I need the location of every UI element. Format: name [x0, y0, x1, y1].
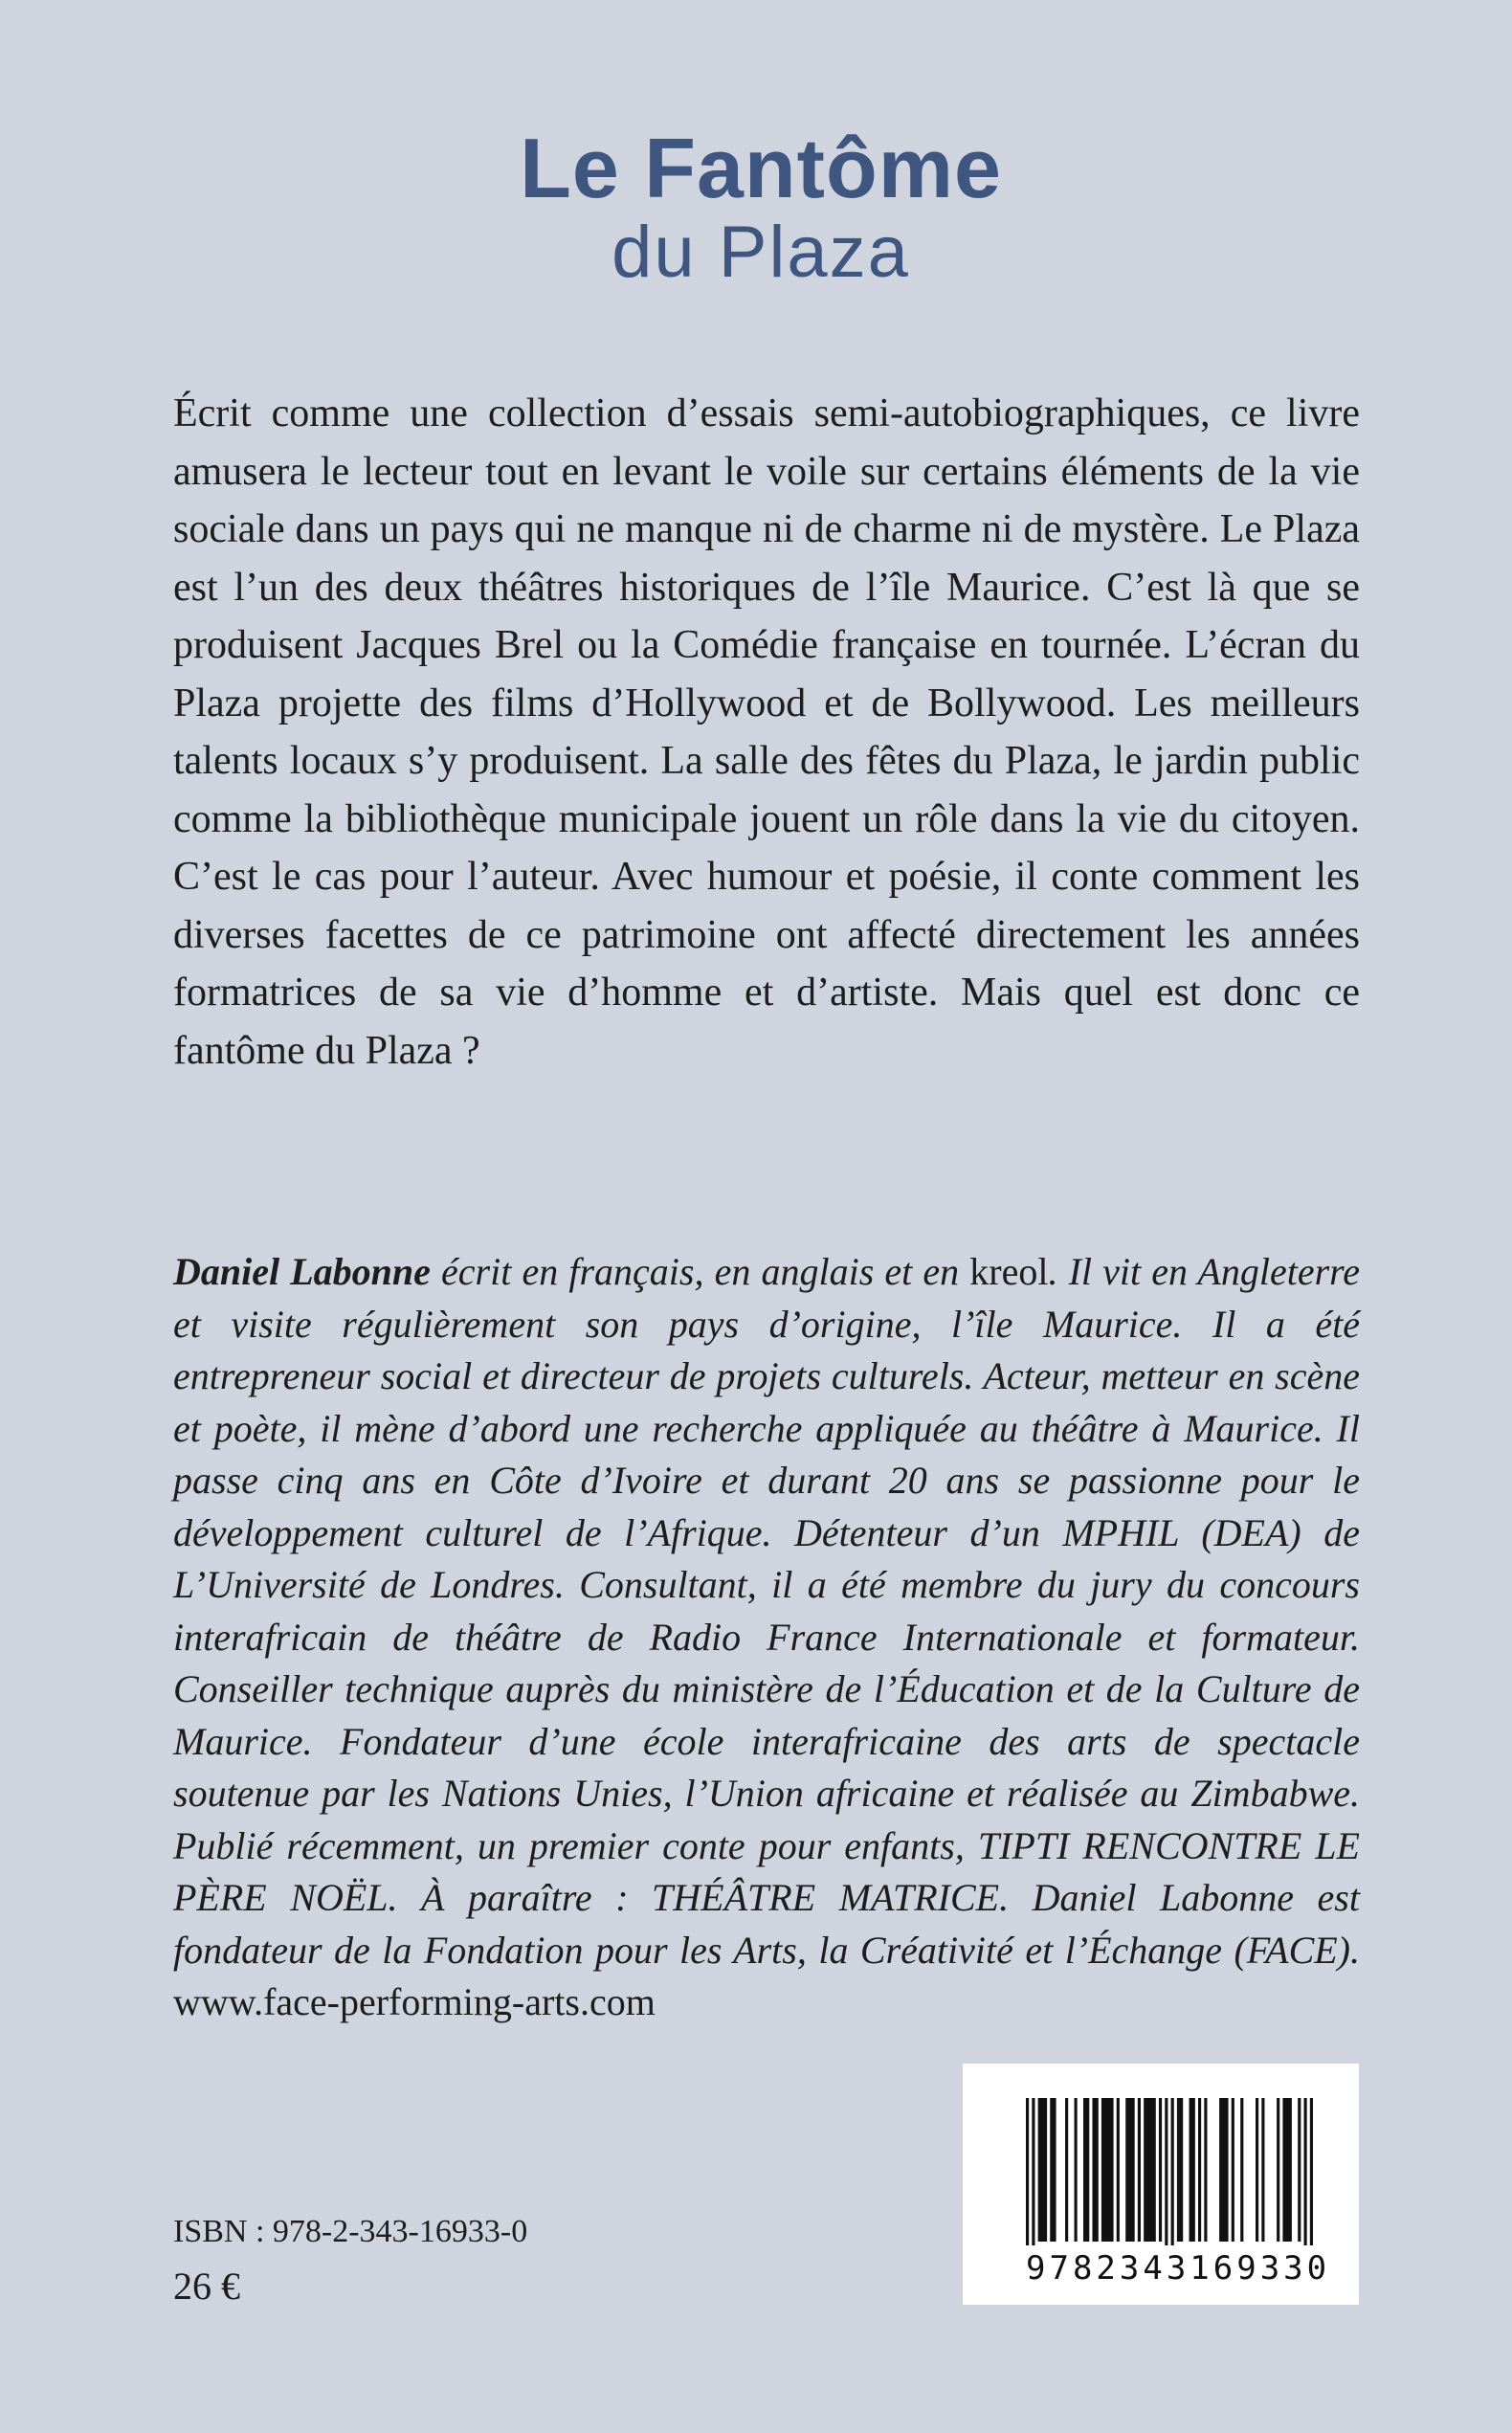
author-website: www.face-performing-arts.com [173, 1980, 656, 2023]
isbn-label: ISBN : 978-2-343-16933-0 [173, 2214, 528, 2249]
barcode-bar [1240, 2098, 1243, 2242]
barcode-bar [1138, 2098, 1141, 2242]
barcode-bar [1144, 2098, 1156, 2242]
book-title: Le Fantôme [520, 121, 1002, 215]
barcode-bar [1232, 2098, 1234, 2242]
barcode-bar [1171, 2098, 1174, 2245]
barcode-bar [1092, 2098, 1098, 2242]
barcode-bar [1261, 2098, 1264, 2242]
barcode-bar [1159, 2098, 1162, 2242]
barcode-bar [1026, 2098, 1029, 2245]
barcode-bar [1032, 2098, 1034, 2245]
barcode-bar [1282, 2098, 1291, 2242]
title-block [0, 121, 1512, 294]
barcode-bar [1177, 2098, 1183, 2242]
barcode-bar [1204, 2098, 1207, 2242]
barcode-bar [1304, 2098, 1307, 2245]
barcode-icon [1026, 2098, 1313, 2245]
barcode-bar [1298, 2098, 1301, 2242]
barcode-bar [1101, 2098, 1114, 2242]
summary-paragraph: Écrit comme une collection d’essais semi-autobiographiques, ce livre amusera le lecteur tout en levant le voile sur certains éléments de la vie sociale dans un pays qui ne manque ni de charme ni de mystère. Le Plaza est l’un des deux théâtres historiques de l’île Maurice. C’est là que se produisent Jacques Brel ou la Comédie française en tournée. L’écran du Plaza projette des films d’Hollywood et de Bollywood. Les meilleurs talents locaux s’y produisent. La salle des fêtes du Plaza, le jardin public comme la bibliothèque municipale jouent un rôle dans la vie du citoyen. C’est le cas pour l’auteur. Avec humour et poésie, il conte comment les diverses facettes de ce patrimoine ont affecté directement les années formatrices de sa vie d’homme et d’artiste. Mais quel est donc ce fantôme du Plaza ? [173, 391, 1360, 1073]
barcode-bar [1310, 2098, 1313, 2245]
barcode-box [963, 2064, 1359, 2305]
barcode-bar [1117, 2098, 1120, 2242]
barcode-bar [1038, 2098, 1047, 2242]
barcode-bar [1083, 2098, 1089, 2242]
barcode-bar [1198, 2098, 1201, 2242]
barcode-bar [1075, 2098, 1078, 2242]
barcode-bar [1219, 2098, 1228, 2242]
barcode-bar [1125, 2098, 1134, 2242]
barcode-bar [1065, 2098, 1068, 2242]
bio-text-part2: . Il vit en Angleterre et visite régulièrement son pays d’origine, l’île Maurice. Il a été entrepreneur social et directeur de projets culturels. Acteur, metteur en scène et poète, il mène d’abord une recherche appliquée au théâtre à Maurice. Il passe cinq ans en Côte d’Ivoire et durant 20 ans se passionne pour le développement culturel de l’Afrique. Détenteur d’un MPHIL (DEA) de L’Université de Londres. Consultant, il a été membre du jury du concours interafricain de théâtre de Radio France Internationale et formateur. Conseiller technique auprès du ministère de l’Éducation et de la Culture de Maurice. Fondateur d’une école interafricaine des arts de spectacle soutenue par les Nations Unies, l’Union africaine et réalisée au Zimbabwe. Publié récemment, un premier conte pour enfants, TIPTI RENCONTRE LE PÈRE NOËL. À paraître : THÉÂTRE MATRICE. Daniel Labonne est fondateur de la Fondation pour les Arts, la Créativité et l’Échange (FACE). [173, 1250, 1360, 1972]
author-bio [173, 1246, 1360, 2029]
barcode-bar [1190, 2098, 1195, 2242]
author-name: Daniel Labonne [173, 1250, 431, 1293]
book-subtitle: du Plaza [611, 212, 910, 294]
barcode-bar [1165, 2098, 1167, 2245]
barcode-bar [1256, 2098, 1258, 2242]
bio-kreol: kreol [969, 1250, 1049, 1293]
barcode-bar [1050, 2098, 1056, 2242]
price-label: 26 € [173, 2265, 240, 2308]
barcode-bar [1277, 2098, 1279, 2242]
barcode-digits: 9782343169330 [1026, 2249, 1331, 2288]
bio-text-part1: écrit en français, en anglais et en [430, 1250, 970, 1293]
